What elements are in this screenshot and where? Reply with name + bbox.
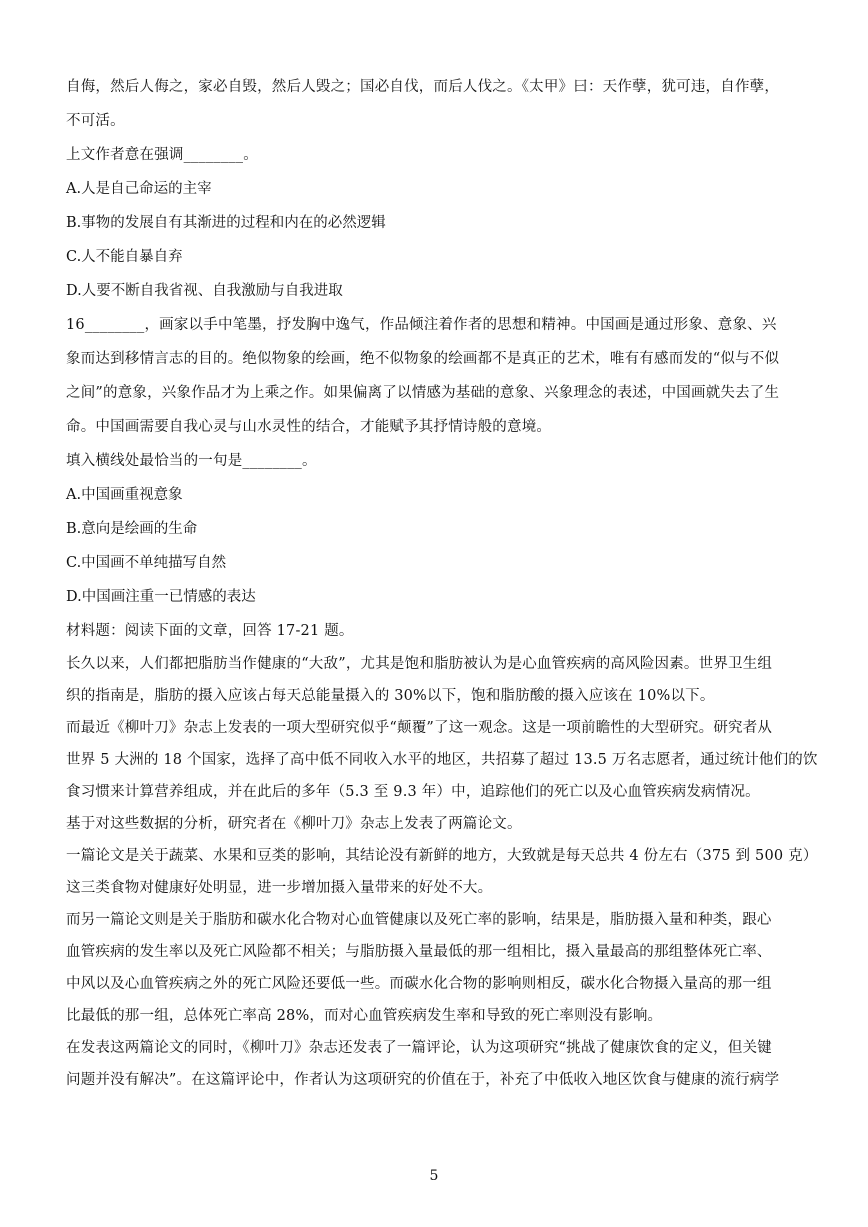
- q15-passage-line: 不可活。: [66, 113, 125, 129]
- material-line: 长久以来，人们都把脂肪当作健康的“大敌”，尤其是饱和脂肪被认为是心血管疾病的高风险因素。世界卫生组: [66, 656, 773, 672]
- document-page: [66, 70, 826, 1096]
- q16-option-d: D.中国画注重一已情感的表达: [66, 589, 256, 605]
- material-line: 比最低的那一组，总体死亡率高 28%，而对心血管疾病发生率和导致的死亡率则没有影响。: [66, 1008, 663, 1024]
- q15-passage-line: 自侮，然后人侮之，家必自毁，然后人毁之；国必自伐，而后人伐之。《太甲》曰：天作孽，犹可违，自作孽，: [66, 79, 780, 95]
- q15-option-b: B.事物的发展自有其渐进的过程和内在的必然逻辑: [66, 215, 386, 231]
- q16-options: [66, 478, 826, 614]
- q16-passage: [66, 308, 826, 444]
- material-line: 食习惯来计算营养组成，并在此后的多年（5.3 至 9.3 年）中，追踪他们的死亡以及心血管疾病发病情况。: [66, 784, 760, 800]
- q15-option-d: D.人要不断自我省视、自我激励与自我进取: [66, 283, 343, 299]
- material-line: 而最近《柳叶刀》杂志上发表的一项大型研究似乎“颠覆”了这一观念。这是一项前瞻性的大型研究。研究者从: [66, 720, 773, 736]
- material-paragraph-1: [66, 648, 826, 712]
- material-paragraph-5: [66, 904, 826, 1032]
- q16-passage-line: 16________，画家以手中笔墨，抒发胸中逸气，作品倾注着作者的思想和精神。中国画是通过形象、意象、兴: [66, 317, 777, 333]
- q15-option-a: A.人是自己命运的主宰: [66, 181, 212, 197]
- material-paragraph-3: 基于对这些数据的分析，研究者在《柳叶刀》杂志上发表了两篇论文。: [66, 816, 522, 832]
- material-line: 问题并没有解决”。在这篇评论中，作者认为这项研究的价值在于，补充了中低收入地区饮食与健康的流行病学: [66, 1072, 780, 1088]
- material-line: 一篇论文是关于蔬菜、水果和豆类的影响，其结论没有新鲜的地方，大致就是每天总共 4 份左右（375 到 500 克）: [66, 848, 818, 864]
- q15-passage: [66, 70, 826, 138]
- q15-options: [66, 172, 826, 308]
- q16-option-c: C.中国画不单纯描写自然: [66, 555, 227, 571]
- material-line: 在发表这两篇论文的同时，《柳叶刀》杂志还发表了一篇评论，认为这项研究“挑战了健康饮食的定义，但关键: [66, 1040, 772, 1056]
- q15-question: 上文作者意在强调________。: [66, 147, 258, 163]
- material-line: 织的指南是，脂肪的摄入应该占每天总能量摄入的 30%以下，饱和脂肪酸的摄入应该在 10%以下。: [66, 688, 715, 704]
- page-number: 5: [429, 1168, 439, 1184]
- material-line: 中风以及心血管疾病之外的死亡风险还要低一些。而碳水化合物的影响则相反，碳水化合物摄入量高的那一组: [66, 976, 772, 992]
- q15-option-c: C.人不能自暴自弃: [66, 249, 183, 265]
- q16-passage-line: 命。中国画需要自我心灵与山水灵性的结合，才能赋予其抒情诗般的意境。: [66, 419, 552, 435]
- q16-passage-line: 之间”的意象，兴象作品才为上乘之作。如果偏离了以情感为基础的意象、兴象理念的表述，中国画就失去了生: [66, 385, 780, 401]
- q16-passage-line: 象而达到移情言志的目的。绝似物象的绘画，绝不似物象的绘画都不是真正的艺术，唯有有感而发的“似与不似: [66, 351, 780, 367]
- material-paragraph-4: [66, 840, 826, 904]
- material-line: 而另一篇论文则是关于脂肪和碳水化合物对心血管健康以及死亡率的影响，结果是，脂肪摄入量和种类，跟心: [66, 912, 772, 928]
- material-line: 这三类食物对健康好处明显，进一步增加摄入量带来的好处不大。: [66, 880, 493, 896]
- material-paragraph-6: [66, 1032, 826, 1096]
- material-line: 血管疾病的发生率以及死亡风险都不相关；与脂肪摄入量最低的那一组相比，摄入量最高的那组整体死亡率、: [66, 944, 772, 960]
- material-line: 世界 5 大洲的 18 个国家，选择了高中低不同收入水平的地区，共招募了超过 13.5 万名志愿者，通过统计他们的饮: [66, 752, 818, 768]
- q16-option-b: B.意向是绘画的生命: [66, 521, 198, 537]
- material-heading: 材料题：阅读下面的文章，回答 17-21 题。: [66, 623, 354, 639]
- material-paragraph-2: [66, 712, 826, 808]
- q16-option-a: A.中国画重视意象: [66, 487, 183, 503]
- q16-question: 填入横线处最恰当的一句是________。: [66, 453, 317, 469]
